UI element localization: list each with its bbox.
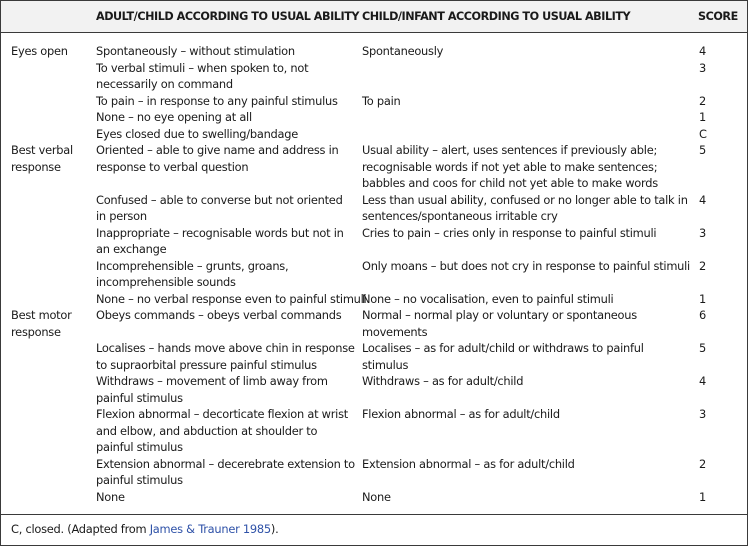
score-value: 5 <box>699 341 706 355</box>
adult-description: and elbow, and abduction at shoulder to <box>96 423 318 438</box>
infant-description: Only moans – but does not cry in response to painful stimuli <box>362 258 690 273</box>
adult-description: Obeys commands – obeys verbal commands <box>96 308 342 322</box>
score-value: 3 <box>699 225 706 240</box>
column-header-score: SCORE <box>698 10 738 23</box>
infant-description: Usual ability – alert, uses sentences if previously able; <box>362 143 658 157</box>
score-value: 1 <box>699 489 706 504</box>
footnote-text: C, closed. (Adapted from <box>11 522 150 536</box>
table-header <box>1 1 747 33</box>
section-best-verbal-response-label: response <box>11 159 61 174</box>
score-value: 4 <box>699 374 706 388</box>
adult-description: painful stimulus <box>96 390 183 405</box>
adult-description: None – no eye opening at all <box>96 110 252 124</box>
adult-description: Spontaneously – without stimulation <box>96 44 295 58</box>
score-value: 4 <box>699 192 706 207</box>
score-value: 1 <box>699 110 706 124</box>
infant-description: stimulus <box>362 357 409 372</box>
adult-description: Eyes closed due to swelling/bandage <box>96 126 298 141</box>
infant-description: Flexion abnormal – as for adult/child <box>362 407 560 421</box>
score-value: C <box>699 126 707 141</box>
column-header-adult: ADULT/CHILD ACCORDING TO USUAL ABILITY <box>96 10 360 23</box>
adult-description: To verbal stimuli – when spoken to, not <box>96 60 309 75</box>
section-best-verbal-response-label: Best verbal <box>11 143 73 157</box>
infant-description: None <box>362 489 391 504</box>
adult-description: necessarily on command <box>96 77 233 91</box>
infant-description: Localises – as for adult/child or withdraws to painful <box>362 341 644 355</box>
score-value: 5 <box>699 143 706 157</box>
adult-description: painful stimulus <box>96 473 183 487</box>
score-value: 1 <box>699 291 706 306</box>
adult-description: None – no verbal response even to painful stimuli <box>96 291 367 306</box>
infant-description: Withdraws – as for adult/child <box>362 374 524 388</box>
infant-description: Extension abnormal – as for adult/child <box>362 456 575 471</box>
footer-divider <box>1 514 747 515</box>
adult-description: Withdraws – movement of limb away from <box>96 374 328 388</box>
score-value: 3 <box>699 407 706 421</box>
infant-description: None – no vocalisation, even to painful stimuli <box>362 291 614 306</box>
infant-description: To pain <box>362 93 401 108</box>
infant-description: recognisable words if not yet able to make sentences; <box>362 159 658 174</box>
score-value: 2 <box>699 93 706 108</box>
citation-link[interactable]: James & Trauner 1985 <box>149 522 271 536</box>
adult-description: to supraorbital pressure painful stimulus <box>96 357 317 372</box>
adult-description: Localises – hands move above chin in response <box>96 341 355 355</box>
column-header-infant: CHILD/INFANT ACCORDING TO USUAL ABILITY <box>362 10 631 23</box>
table-footnote <box>11 522 278 536</box>
infant-description: Cries to pain – cries only in response to painful stimuli <box>362 225 657 240</box>
adult-description: Flexion abnormal – decorticate flexion at wrist <box>96 407 348 421</box>
section-eyes-open-label: Eyes open <box>11 44 68 58</box>
adult-description: an exchange <box>96 242 167 256</box>
adult-description: To pain – in response to any painful stimulus <box>96 93 338 108</box>
adult-description: in person <box>96 209 147 223</box>
adult-description: Incomprehensible – grunts, groans, <box>96 258 289 273</box>
adult-description: Inappropriate – recognisable words but not in <box>96 225 344 240</box>
score-value: 6 <box>699 308 706 322</box>
infant-description: babbles and coos for child not yet able to make words <box>362 176 658 190</box>
adult-description: painful stimulus <box>96 440 183 454</box>
score-value: 2 <box>699 258 706 273</box>
infant-description: sentences/spontaneous irritable cry <box>362 209 558 223</box>
adult-description: Oriented – able to give name and address in <box>96 143 339 157</box>
score-value: 4 <box>699 44 706 58</box>
infant-description: Less than usual ability, confused or no longer able to talk in <box>362 192 688 207</box>
adult-description: response to verbal question <box>96 159 249 174</box>
adult-description: Extension abnormal – decerebrate extension to <box>96 456 355 471</box>
score-value: 3 <box>699 60 706 75</box>
adult-description: incomprehensible sounds <box>96 275 236 289</box>
infant-description: Spontaneously <box>362 44 444 58</box>
section-best-motor-response-label: Best motor <box>11 308 72 322</box>
score-value: 2 <box>699 456 706 471</box>
section-best-motor-response-label: response <box>11 324 61 339</box>
adult-description: None <box>96 489 125 504</box>
infant-description: Normal – normal play or voluntary or spontaneous <box>362 308 637 322</box>
footnote-suffix: ). <box>270 522 279 536</box>
infant-description: movements <box>362 324 428 339</box>
adult-description: Confused – able to converse but not oriented <box>96 192 343 207</box>
